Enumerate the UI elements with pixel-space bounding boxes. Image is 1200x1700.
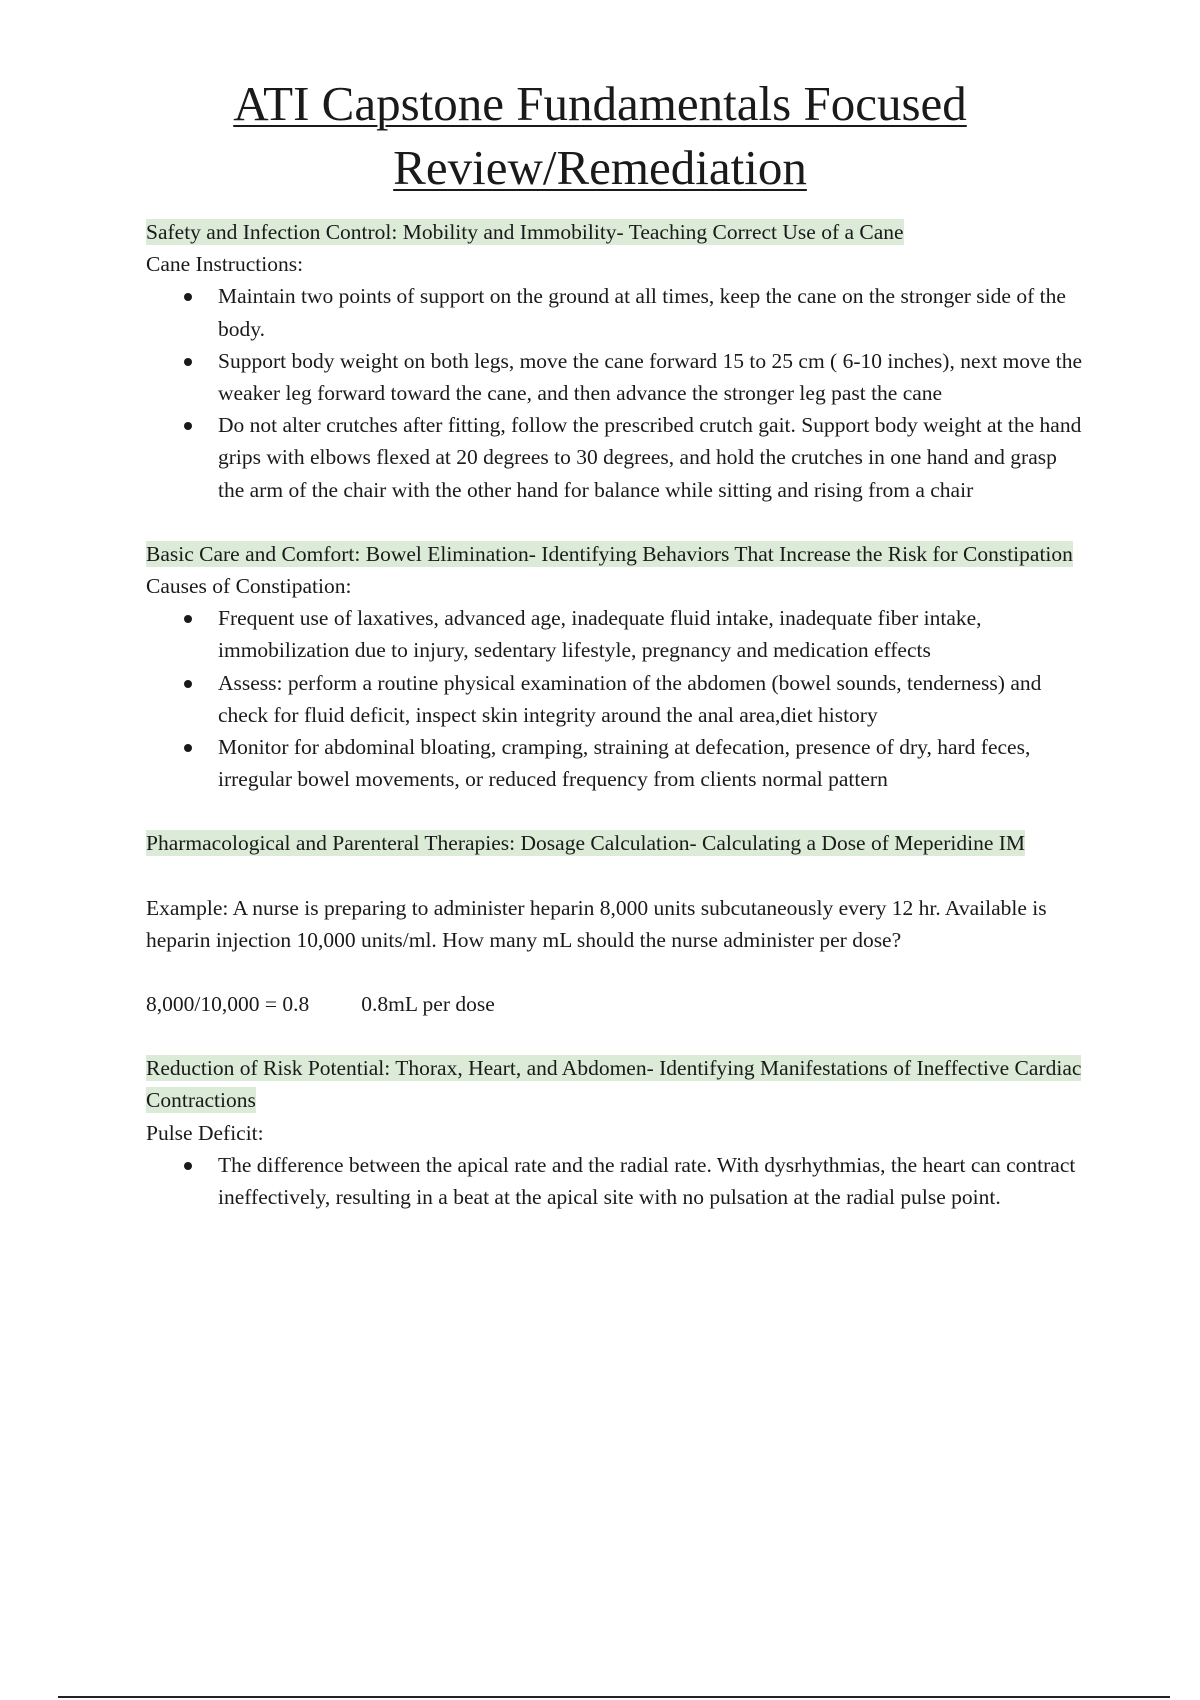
section-label: Cane Instructions: — [146, 252, 304, 277]
title-line-1: ATI Capstone Fundamentals Focused — [233, 76, 967, 131]
bullet-icon — [184, 422, 192, 430]
bullet-icon — [184, 744, 192, 752]
section-constipation — [146, 538, 1086, 796]
bullet-icon — [184, 358, 192, 366]
section-label: Causes of Constipation: — [146, 574, 352, 599]
list-item: Maintain two points of support on the ground at all times, keep the cane on the stronger side of the body. — [218, 280, 1086, 344]
list-item: Support body weight on both legs, move the cane forward 15 to 25 cm ( 6-10 inches), next move the weaker leg forward toward the cane, and then advance the stronger leg past the cane — [218, 345, 1086, 409]
calculation: 8,000/10,000 = 0.8 — [146, 992, 310, 1017]
list-item: Do not alter crutches after fitting, follow the prescribed crutch gait. Support body weight at the hand grips with elbows flexed at 20 degrees to 30 degrees, and hold the crutches in one hand and grasp the arm of the chair with the other hand for balance while sitting and rising from a chair — [218, 409, 1086, 506]
bullet-icon — [184, 1162, 192, 1170]
section-heading: Reduction of Risk Potential: Thorax, Heart, and Abdomen- Identifying Manifestations of Ineffective Cardiac Contractions — [146, 1056, 1082, 1113]
bullet-icon — [184, 680, 192, 688]
document-body — [146, 216, 1086, 1213]
calculation-line — [146, 988, 1086, 1020]
example-paragraph: Example: A nurse is preparing to administer heparin 8,000 units subcutaneously every 12 hr. Available is heparin injection 10,000 units/ml. How many mL should the nurse administer per dose? — [146, 895, 1047, 952]
section-heading: Pharmacological and Parenteral Therapies: Dosage Calculation- Calculating a Dose of Meperidine IM — [146, 831, 1026, 856]
section-heading: Basic Care and Comfort: Bowel Elimination- Identifying Behaviors That Increase the Risk for Constipation — [146, 541, 1073, 566]
section-dosage-calculation — [146, 827, 1086, 1020]
bullet-list — [146, 1149, 1086, 1213]
list-item: The difference between the apical rate and the radial rate. With dysrhythmias, the heart can contract ineffectively, resulting in a beat at the apical site with no pulsation at the radial pulse point. — [218, 1149, 1086, 1213]
section-pulse-deficit — [146, 1052, 1086, 1213]
title-line-2: Review/Remediation — [393, 140, 807, 195]
section-heading: Safety and Infection Control: Mobility and Immobility- Teaching Correct Use of a Cane — [146, 220, 904, 244]
bullet-list — [146, 602, 1086, 795]
list-item: Monitor for abdominal bloating, cramping, straining at defecation, presence of dry, hard feces, irregular bowel movements, or reduced frequency from clients normal pattern — [218, 731, 1086, 795]
calculation-answer: 0.8mL per dose — [361, 992, 495, 1017]
bullet-list — [146, 280, 1086, 505]
footer-divider — [58, 1696, 1170, 1698]
bullet-icon — [184, 293, 192, 301]
list-item: Assess: perform a routine physical examination of the abdomen (bowel sounds, tenderness) and check for fluid deficit, inspect skin integrity around the anal area,diet history — [218, 667, 1086, 731]
section-label: Pulse Deficit: — [146, 1120, 264, 1145]
document-title — [0, 72, 1200, 200]
bullet-icon — [184, 615, 192, 623]
list-item: Frequent use of laxatives, advanced age, inadequate fluid intake, inadequate fiber intake, immobilization due to injury, sedentary lifestyle, pregnancy and medication effects — [218, 602, 1086, 666]
section-cane-use — [146, 216, 1086, 506]
